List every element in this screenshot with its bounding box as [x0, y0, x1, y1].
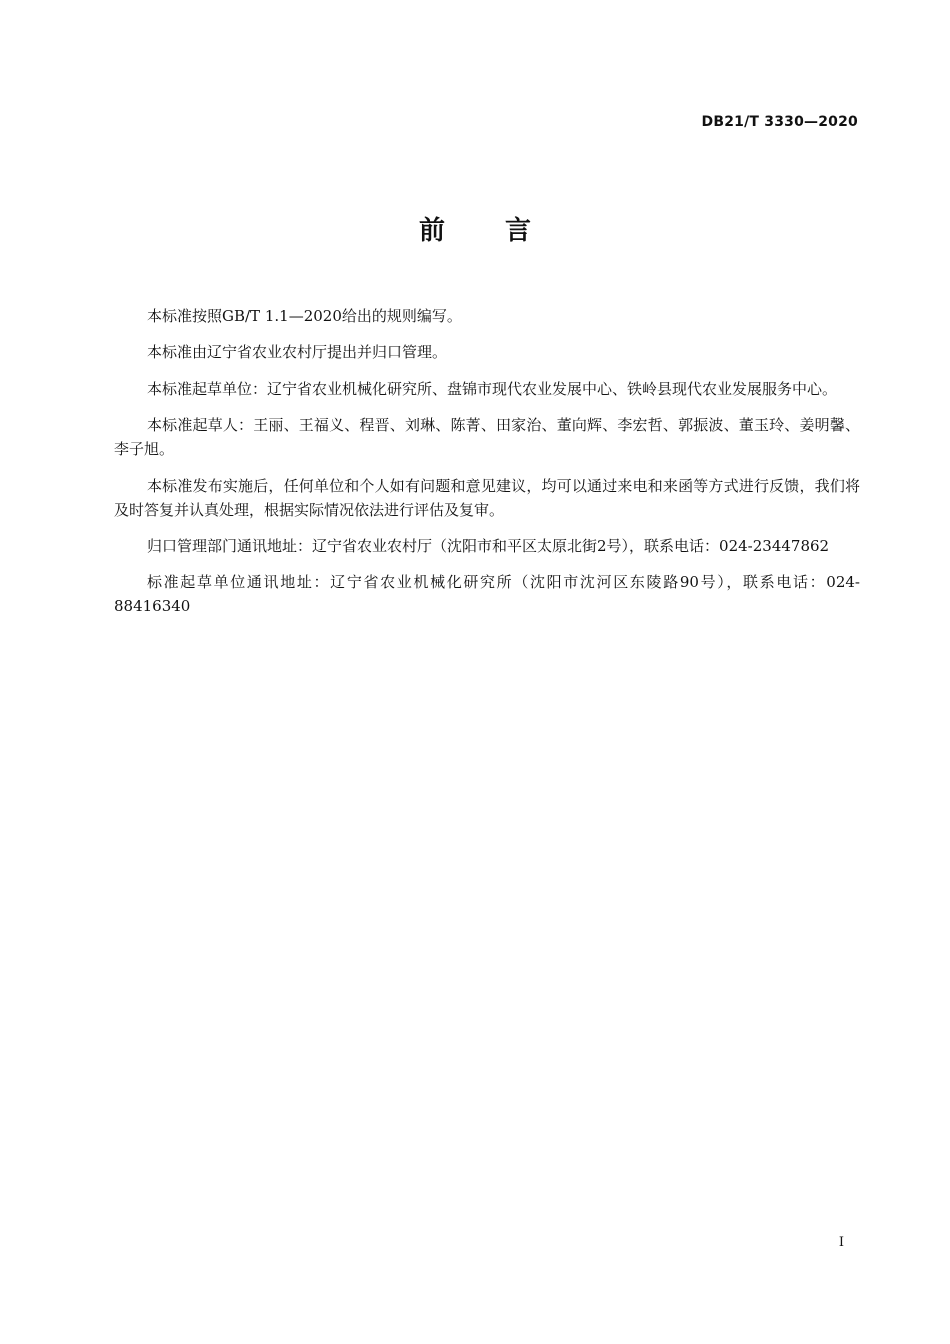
paragraph-drafters: 本标准起草人：王丽、王福义、程晋、刘琳、陈菁、田家治、董向辉、李宏哲、郭振波、董玉玲、姜明馨、李子旭。 — [114, 416, 860, 459]
paragraph-drafting-rules: 本标准按照GB/T 1.1—2020给出的规则编写。 — [147, 307, 462, 325]
paragraph-management-address: 归口管理部门通讯地址：辽宁省农业农村厅（沈阳市和平区太原北街2号），联系电话：024-23447862 — [147, 536, 830, 555]
paragraph-feedback: 本标准发布实施后，任何单位和个人如有问题和意见建议，均可以通过来电和来函等方式进行反馈，我们将及时答复并认真处理，根据实际情况依法进行评估及复审。 — [114, 476, 860, 519]
page-number: I — [838, 1235, 844, 1250]
foreword-body — [114, 304, 860, 631]
paragraph-proposer: 本标准由辽宁省农业农村厅提出并归口管理。 — [147, 343, 448, 362]
page-title: 前言 — [418, 216, 591, 246]
paragraph-drafting-units: 本标准起草单位：辽宁省农业机械化研究所、盘锦市现代农业发展中心、铁岭县现代农业发展服务中心。 — [147, 379, 838, 398]
paragraph-drafting-unit-address: 标准起草单位通讯地址：辽宁省农业机械化研究所（沈阳市沈河区东陵路90号），联系电话：024-88416340 — [114, 573, 860, 616]
document-code: DB21/T 3330—2020 — [701, 114, 858, 130]
